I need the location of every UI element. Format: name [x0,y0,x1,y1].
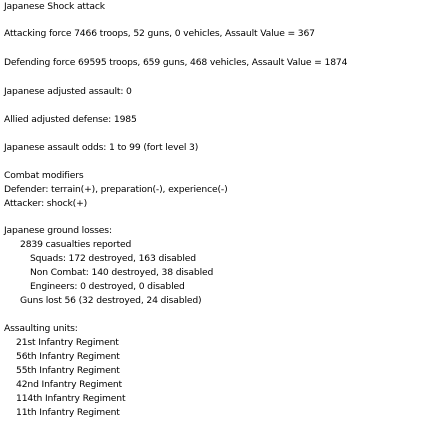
report-title: Japanese Shock attack [4,1,105,12]
ground-losses-heading: Japanese ground losses: [4,225,112,236]
guns-lost-line: Guns lost 56 (32 destroyed, 24 disabled) [20,295,202,306]
attacking-force-line: Attacking force 7466 troops, 52 guns, 0 vehicles, Assault Value = 367 [4,28,315,39]
unit-list-item: 21st Infantry Regiment [16,337,119,348]
unit-list-item: 55th Infantry Regiment [16,365,120,376]
unit-list-item: 114th Infantry Regiment [16,393,126,404]
unit-list-item: 11th Infantry Regiment [16,407,120,418]
assault-odds-line: Japanese assault odds: 1 to 99 (fort level 3) [4,142,199,153]
combat-modifiers-heading: Combat modifiers [4,170,84,181]
defender-modifiers: Defender: terrain(+), preparation(-), experience(-) [4,184,228,195]
squads-losses: Squads: 172 destroyed, 163 disabled [30,253,196,264]
casualties-line: 2839 casualties reported [20,239,132,250]
assaulting-units-heading: Assaulting units: [4,323,78,334]
adjusted-assault-line: Japanese adjusted assault: 0 [4,86,132,97]
attacker-modifiers: Attacker: shock(+) [4,198,88,209]
engineers-losses: Engineers: 0 destroyed, 0 disabled [30,281,185,292]
defending-force-line: Defending force 69595 troops, 659 guns, 468 vehicles, Assault Value = 1874 [4,57,348,68]
non-combat-losses: Non Combat: 140 destroyed, 38 disabled [30,267,214,278]
unit-list-item: 56th Infantry Regiment [16,351,120,362]
unit-list-item: 42nd Infantry Regiment [16,379,122,390]
adjusted-defense-line: Allied adjusted defense: 1985 [4,114,137,125]
